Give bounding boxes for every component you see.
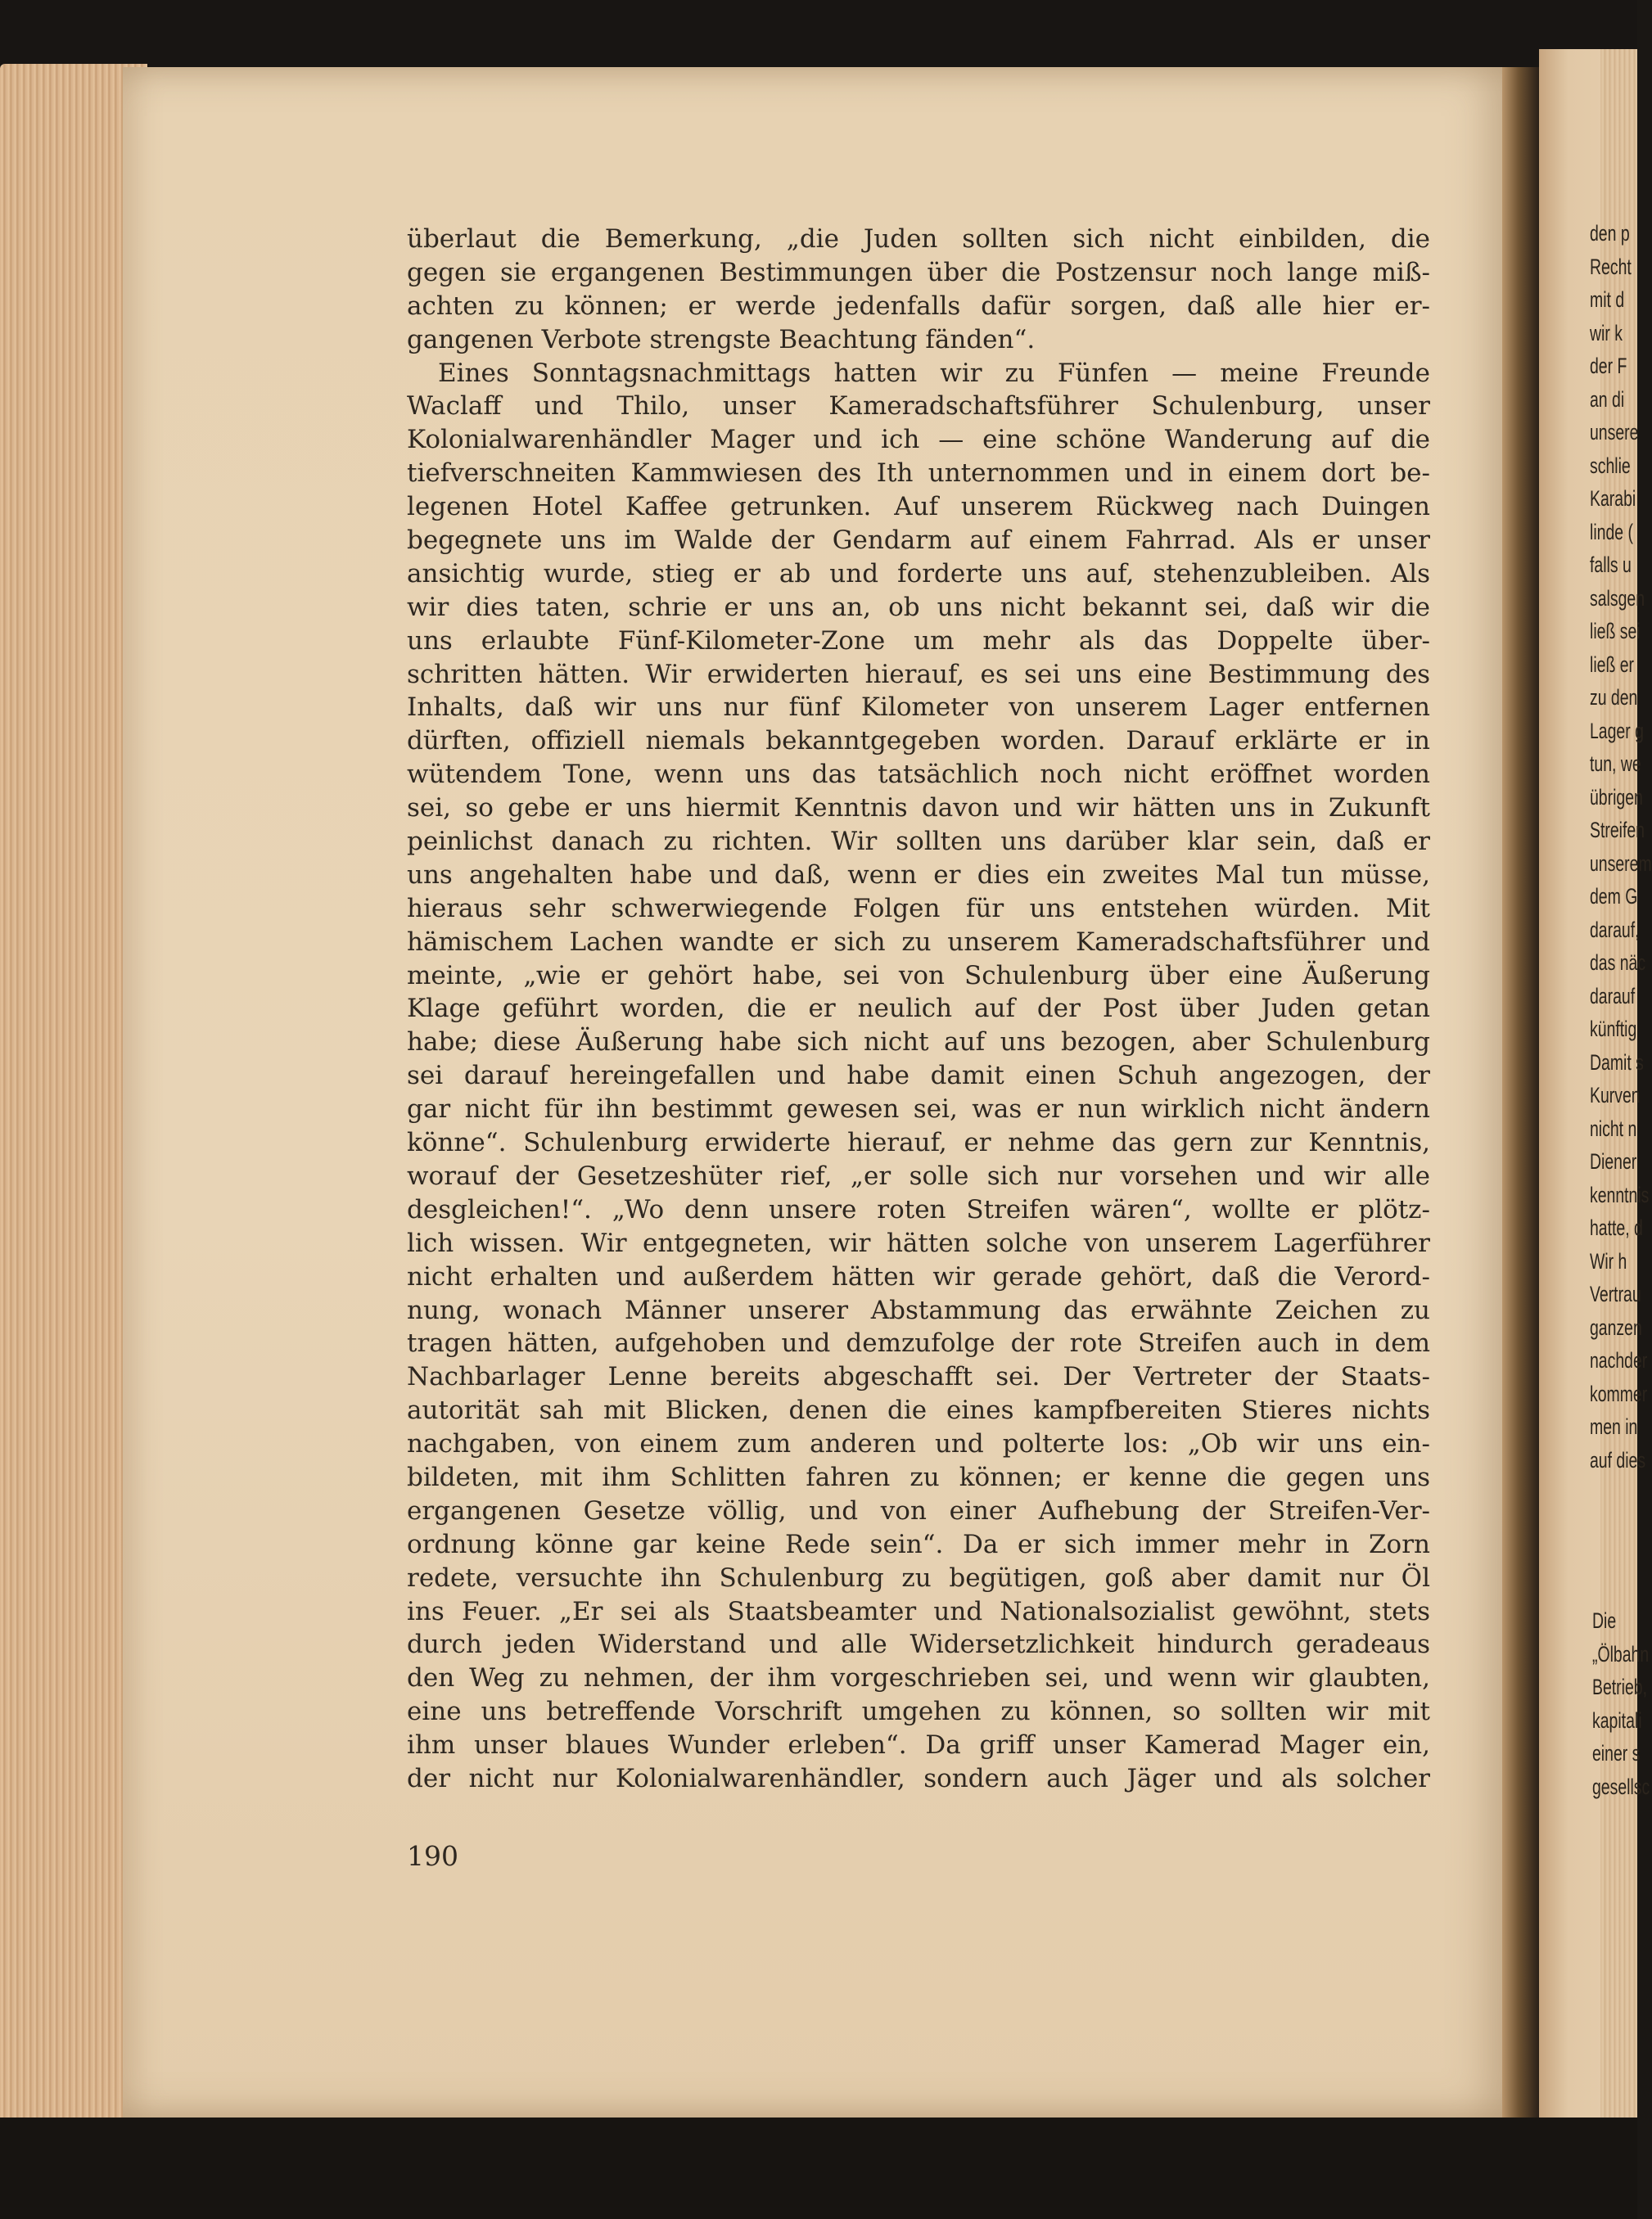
text-line: Kolonialwarenhändler Mager und ich — eine schöne Wanderung auf die (407, 425, 1430, 455)
facing-page-line: dem G (1590, 884, 1638, 909)
facing-page-line: „Ölbahn (1592, 1641, 1650, 1667)
scan-background-bottom (0, 2118, 1637, 2219)
text-line: meinte, „wie er gehört habe, sei von Schulenburg über eine Äußerung (407, 960, 1430, 990)
facing-page-line: den p (1590, 221, 1630, 246)
facing-page-line: Wir h (1590, 1248, 1627, 1274)
facing-page-line: Recht (1590, 254, 1632, 279)
text-line: sei darauf hereingefallen und habe damit einen Schuh angezogen, der (407, 1061, 1430, 1091)
text-line: Waclaff und Thilo, unser Kameradschaftsführer Schulenburg, unser (407, 391, 1430, 422)
text-line: wir dies taten, schrie er uns an, ob uns nicht bekannt sei, daß wir die (407, 592, 1430, 622)
facing-page-line: nachder (1590, 1348, 1648, 1373)
facing-page-line: gesellsc (1592, 1774, 1650, 1799)
text-line: ansichtig wurde, stieg er ab und forderte uns auf, stehenzubleiben. Als (407, 558, 1430, 589)
facing-page-line: Betrieb, (1592, 1675, 1648, 1699)
facing-page-text-lower (1592, 1604, 1650, 1803)
page-number: 190 (407, 1840, 458, 1872)
text-line: der nicht nur Kolonialwarenhändler, sondern auch Jäger und als solcher (407, 1763, 1430, 1793)
facing-page-line: Die (1592, 1608, 1617, 1633)
text-line: nung, wonach Männer unserer Abstammung das erwähnte Zeichen zu (407, 1295, 1430, 1325)
scan-background-top (0, 0, 1637, 74)
text-line: tragen hätten, aufgehoben und demzufolge der rote Streifen auch in dem (407, 1328, 1430, 1359)
text-line: redete, versuchte ihn Schulenburg zu begütigen, goß aber damit nur Öl (407, 1563, 1430, 1593)
facing-page-line: kenntnis (1590, 1182, 1650, 1207)
text-line: gangenen Verbote strengste Beachtung fänden“. (407, 324, 1036, 354)
text-line: könne“. Schulenburg erwiderte hierauf, er nehme das gern zur Kenntnis, (407, 1128, 1430, 1158)
text-line: uns erlaubte Fünf-Kilometer-Zone um mehr als das Doppelte über- (407, 625, 1430, 656)
text-line: wütendem Tone, wenn uns das tatsächlich noch nicht eröffnet worden (407, 760, 1430, 790)
text-line: peinlichst danach zu richten. Wir sollten uns darüber klar sein, daß er (407, 827, 1430, 857)
text-line: ins Feuer. „Er sei als Staatsbeamter und Nationalsozialist gewöhnt, stets (407, 1596, 1430, 1626)
facing-page-line: Vertrau (1590, 1282, 1641, 1306)
text-line: ordnung könne gar keine Rede sein“. Da er sich immer mehr in Zorn (407, 1529, 1430, 1559)
facing-page-line: salsgen (1590, 585, 1645, 611)
facing-page-line: hatte, d (1590, 1215, 1643, 1240)
text-line: desgleichen!“. „Wo denn unsere roten Streifen wären“, wollte er plötz- (407, 1194, 1430, 1225)
facing-page-line: nicht n (1590, 1116, 1637, 1141)
facing-page-line: Diener (1590, 1149, 1637, 1174)
facing-page-line: Kurven (1590, 1083, 1641, 1107)
facing-page-line: Karabi (1590, 486, 1636, 511)
facing-page-line: Damit s (1590, 1049, 1644, 1075)
facing-page-line: zu den (1590, 685, 1638, 710)
facing-page-line: das näc (1590, 950, 1646, 975)
text-line: nachgaben, von einem zum anderen und polterte los: „Ob wir uns ein- (407, 1429, 1430, 1459)
facing-page-line: darauf (1590, 983, 1636, 1008)
text-line: worauf der Gesetzeshüter rief, „er solle sich nur vorsehen und wir alle (407, 1161, 1430, 1191)
facing-page-line: an di (1590, 386, 1625, 412)
text-line: den Weg zu nehmen, der ihm vorgeschrieben sei, und wenn wir glaubten, (407, 1663, 1430, 1694)
text-line: Klage geführt worden, die er neulich auf der Post über Juden getan (407, 994, 1430, 1024)
facing-page-line: schlie (1590, 453, 1631, 478)
text-line: Inhalts, daß wir uns nur fünf Kilometer von unserem Lager entfernen (407, 692, 1430, 723)
text-line: achten zu können; er werde jedenfalls dafür sorgen, daß alle hier er- (407, 291, 1430, 321)
text-line: nicht erhalten und außerdem hätten wir gerade gehört, daß die Verord- (407, 1261, 1430, 1292)
facing-page-line: übrigen (1590, 784, 1643, 810)
facing-page-line: künftig (1590, 1017, 1637, 1041)
facing-page-line: ganzen (1590, 1315, 1642, 1340)
body-text (407, 223, 1430, 1796)
text-line: hämischem Lachen wandte er sich zu unserem Kameradschaftsführer und (407, 927, 1430, 957)
facing-page-line: ließ er (1590, 652, 1635, 677)
text-line: habe; diese Äußerung habe sich nicht auf uns bezogen, aber Schulenburg (407, 1027, 1430, 1058)
facing-page-line: der F (1590, 354, 1627, 378)
text-line: legenen Hotel Kaffee getrunken. Auf unserem Rückweg nach Duingen (407, 492, 1430, 522)
text-line: gegen sie ergangenen Bestimmungen über die Postzensur noch lange miß- (407, 257, 1430, 287)
facing-page-line: unserem (1590, 850, 1652, 876)
text-line: lich wissen. Wir entgegneten, wir hätten solche von unserem Lagerführer (407, 1228, 1430, 1258)
facing-page-line: wir k (1590, 320, 1623, 345)
facing-page-line: men in (1590, 1414, 1638, 1439)
facing-page-line: darauf, (1590, 917, 1640, 942)
facing-page-line: linde ( (1590, 519, 1633, 544)
facing-page-line: tun, we (1590, 751, 1641, 776)
text-line: Nachbarlager Lenne bereits abgeschafft sei. Der Vertreter der Staats- (407, 1362, 1430, 1392)
text-line: durch jeden Widerstand und alle Widersetzlichkeit hindurch geradeaus (407, 1630, 1430, 1660)
text-line: sei, so gebe er uns hiermit Kenntnis davon und wir hätten uns in Zukunft (407, 793, 1430, 823)
facing-page-line: kommer (1590, 1381, 1648, 1406)
facing-page-line: ließ sei (1590, 619, 1641, 643)
text-line: autorität sah mit Blicken, denen die eines kampfbereiten Stieres nichts (407, 1396, 1430, 1426)
text-line: ergangenen Gesetze völlig, und von einer Aufhebung der Streifen-Ver- (407, 1495, 1430, 1526)
facing-page-text-upper (1590, 217, 1652, 1477)
facing-page-line: einer s (1592, 1741, 1641, 1766)
text-line: dürften, offiziell niemals bekanntgegeben worden. Darauf erklärte er in (407, 726, 1430, 756)
text-line: bildeten, mit ihm Schlitten fahren zu können; er kenne die gegen uns (407, 1462, 1430, 1492)
text-line: tiefverschneiten Kammwiesen des Ith unternommen und in einem dort be- (407, 458, 1430, 489)
facing-page-line: unsere (1590, 420, 1639, 444)
facing-page-line: mit d (1590, 287, 1625, 312)
facing-page-line: Streifen (1590, 818, 1645, 842)
text-line: Eines Sonntagsnachmittags hatten wir zu Fünfen — meine Freunde (438, 358, 1430, 388)
book-gutter (1502, 67, 1539, 2118)
text-line: uns angehalten habe und daß, wenn er dies ein zweites Mal tun müsse, (407, 859, 1430, 890)
text-line: überlaut die Bemerkung, „die Juden sollten sich nicht einbilden, die (407, 224, 1430, 254)
facing-page-line: Lager g (1590, 718, 1644, 743)
text-line: gar nicht für ihn bestimmt gewesen sei, was er nun wirklich nicht ändern (407, 1094, 1430, 1125)
text-line: hieraus sehr schwerwiegende Folgen für uns entstehen würden. Mit (407, 893, 1430, 923)
facing-page-line: auf dies (1590, 1447, 1646, 1473)
text-line: eine uns betreffende Vorschrift umgehen zu können, so sollten wir mit (407, 1697, 1430, 1727)
facing-page-line: falls u (1590, 552, 1632, 577)
text-line: ihm unser blaues Wunder erleben“. Da griff unser Kamerad Mager ein, (407, 1730, 1430, 1761)
facing-page-line: kapitali (1592, 1707, 1642, 1733)
text-line: schritten hätten. Wir erwiderten hierauf, es sei uns eine Bestimmung des (407, 659, 1430, 689)
text-line: begegnete uns im Walde der Gendarm auf einem Fahrrad. Als er unser (407, 525, 1430, 556)
